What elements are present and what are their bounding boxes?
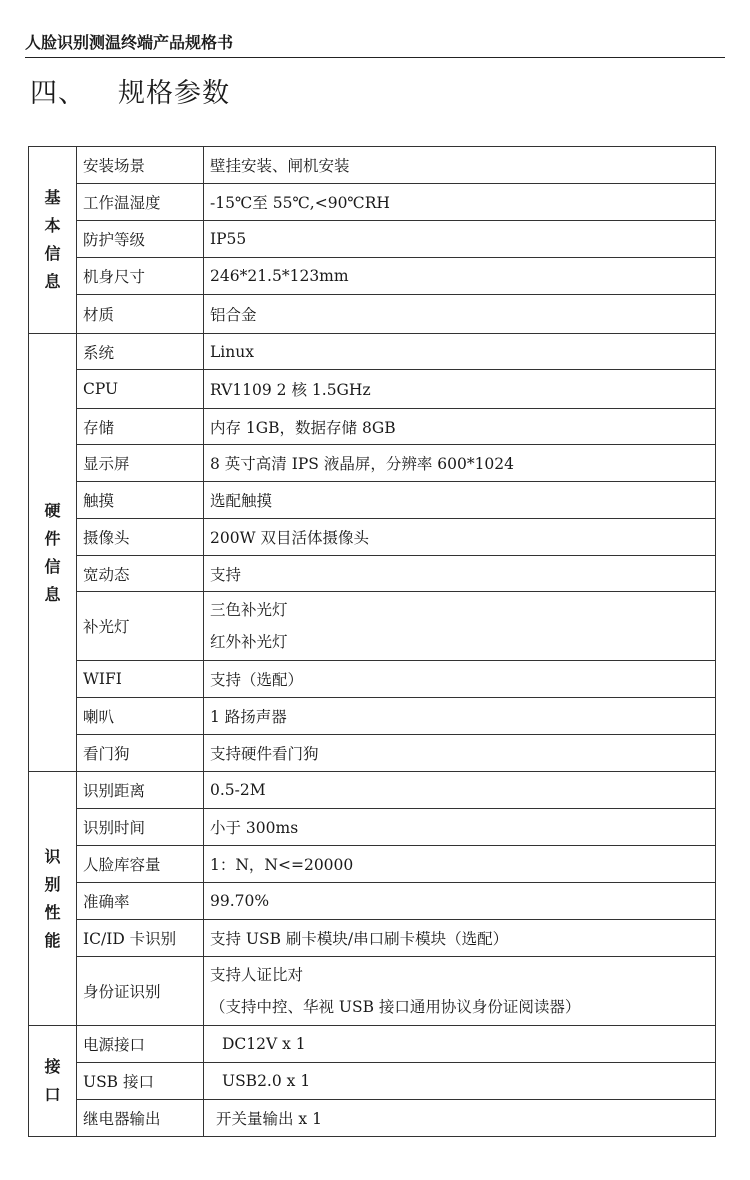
group-label-interfaces: 接 口 xyxy=(29,1026,77,1137)
spec-value: 开关量输出 x 1 xyxy=(204,1100,716,1137)
spec-value-line: 三色补光灯 xyxy=(210,601,288,619)
spec-value xyxy=(204,957,716,1026)
spec-name: 识别时间 xyxy=(77,809,204,846)
spec-name: 身份证识别 xyxy=(77,957,204,1026)
spec-name: 显示屏 xyxy=(77,445,204,482)
table-row xyxy=(29,698,716,735)
table-row xyxy=(29,1063,716,1100)
spec-value: IP55 xyxy=(204,221,716,258)
spec-value: 200W 双目活体摄像头 xyxy=(204,519,716,556)
table-row xyxy=(29,556,716,592)
spec-value: 支持（选配） xyxy=(204,661,716,698)
spec-value-line: 支持人证比对 xyxy=(210,966,304,984)
section-heading xyxy=(30,76,230,112)
spec-value: 支持 USB 刷卡模块/串口刷卡模块（选配） xyxy=(204,920,716,957)
document-header-title: 人脸识别测温终端产品规格书 xyxy=(25,33,234,52)
spec-value: 8 英寸高清 IPS 液晶屏，分辨率 600*1024 xyxy=(204,445,716,482)
spec-name: USB 接口 xyxy=(77,1063,204,1100)
spec-value: RV1109 2 核 1.5GHz xyxy=(204,370,716,409)
group-label-basic-info: 基 本 信 息 xyxy=(29,147,77,334)
spec-name: 触摸 xyxy=(77,482,204,519)
spec-name: 存储 xyxy=(77,409,204,445)
spec-name: 看门狗 xyxy=(77,735,204,772)
spec-value: USB2.0 x 1 xyxy=(204,1063,716,1100)
table-row xyxy=(29,661,716,698)
table-row xyxy=(29,1100,716,1137)
spec-name: 喇叭 xyxy=(77,698,204,735)
table-row xyxy=(29,258,716,295)
spec-name: 机身尺寸 xyxy=(77,258,204,295)
spec-value: 支持 xyxy=(204,556,716,592)
spec-value: 铝合金 xyxy=(204,295,716,334)
spec-value: 小于 300ms xyxy=(204,809,716,846)
group-label-recognition-performance: 识 别 性 能 xyxy=(29,772,77,1026)
spec-value: 支持硬件看门狗 xyxy=(204,735,716,772)
table-row xyxy=(29,920,716,957)
table-row xyxy=(29,334,716,370)
spec-name: WIFI xyxy=(77,661,204,698)
table-row xyxy=(29,1026,716,1063)
section-number: 四、 xyxy=(30,78,86,109)
table-row xyxy=(29,772,716,809)
spec-value: Linux xyxy=(204,334,716,370)
table-row xyxy=(29,445,716,482)
spec-value: 1 路扬声器 xyxy=(204,698,716,735)
section-title: 规格参数 xyxy=(118,78,230,109)
table-row xyxy=(29,482,716,519)
table-row xyxy=(29,957,716,1026)
spec-name: 材质 xyxy=(77,295,204,334)
table-row xyxy=(29,221,716,258)
table-row xyxy=(29,147,716,184)
spec-value: -15℃至 55℃,<90℃RH xyxy=(204,184,716,221)
spec-value-line: （支持中控、华视 USB 接口通用协议身份证阅读器） xyxy=(210,998,581,1016)
spec-name: 准确率 xyxy=(77,883,204,920)
spec-table xyxy=(28,146,716,1137)
spec-name: 人脸库容量 xyxy=(77,846,204,883)
spec-value: 1：N，N<=20000 xyxy=(204,846,716,883)
table-row xyxy=(29,883,716,920)
spec-name: 工作温湿度 xyxy=(77,184,204,221)
table-row xyxy=(29,592,716,661)
spec-name: IC/ID 卡识别 xyxy=(77,920,204,957)
header-divider xyxy=(25,57,725,58)
spec-name: 系统 xyxy=(77,334,204,370)
spec-name: CPU xyxy=(77,370,204,409)
table-row xyxy=(29,295,716,334)
table-row xyxy=(29,735,716,772)
table-row xyxy=(29,846,716,883)
spec-value: 246*21.5*123mm xyxy=(204,258,716,295)
spec-name: 防护等级 xyxy=(77,221,204,258)
table-row xyxy=(29,370,716,409)
table-row xyxy=(29,809,716,846)
spec-value: 99.70% xyxy=(204,883,716,920)
spec-name: 安装场景 xyxy=(77,147,204,184)
spec-value-line: 红外补光灯 xyxy=(210,633,288,651)
table-row xyxy=(29,184,716,221)
spec-value: 0.5-2M xyxy=(204,772,716,809)
table-row xyxy=(29,519,716,556)
group-label-hardware-info: 硬 件 信 息 xyxy=(29,334,77,772)
spec-name: 补光灯 xyxy=(77,592,204,661)
spec-value: 选配触摸 xyxy=(204,482,716,519)
spec-value: 壁挂安装、闸机安装 xyxy=(204,147,716,184)
spec-value: 内存 1GB，数据存储 8GB xyxy=(204,409,716,445)
spec-value: DC12V x 1 xyxy=(204,1026,716,1063)
spec-name: 摄像头 xyxy=(77,519,204,556)
spec-name: 识别距离 xyxy=(77,772,204,809)
spec-name: 电源接口 xyxy=(77,1026,204,1063)
spec-name: 宽动态 xyxy=(77,556,204,592)
table-row xyxy=(29,409,716,445)
spec-name: 继电器输出 xyxy=(77,1100,204,1137)
spec-value xyxy=(204,592,716,661)
